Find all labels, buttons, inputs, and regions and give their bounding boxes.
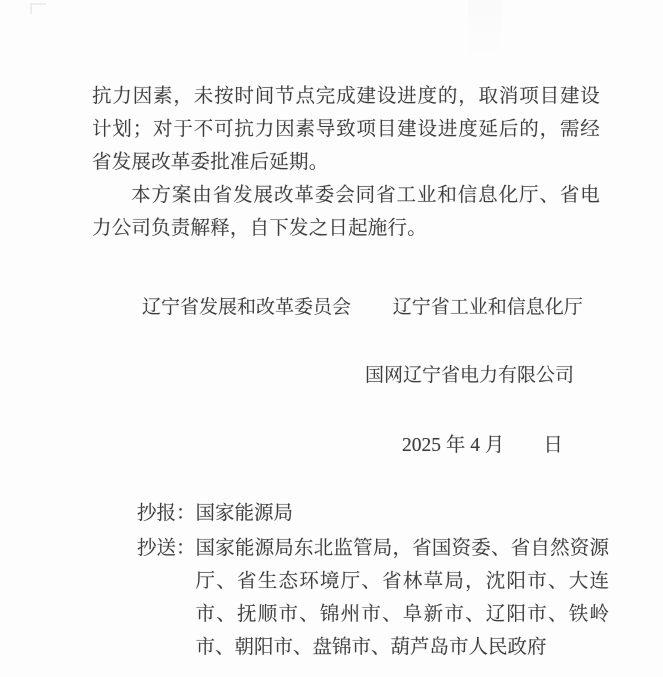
date-line: 2025 年 4 月 日 bbox=[402, 435, 563, 456]
scan-corner-artifact bbox=[30, 3, 46, 14]
copy-send-content: 国家能源局东北监管局，省国资委、省自然资源厅、省生态环境厅、省林草局，沈阳市、大连市、抚顺市、锦州市、阜新市、辽阳市、铁岭市、朝阳市、盘锦市、葫芦岛市人民政府 bbox=[195, 538, 609, 658]
copy-report-line bbox=[137, 497, 293, 530]
scan-smudge-artifact bbox=[468, 0, 502, 60]
signing-org-development-reform-commission: 辽宁省发展和改革委员会 bbox=[142, 297, 352, 318]
document-body bbox=[92, 80, 600, 245]
signing-org-industry-information-dept: 辽宁省工业和信息化厅 bbox=[392, 297, 583, 318]
copy-send-block bbox=[137, 532, 609, 664]
signature-row bbox=[142, 295, 583, 321]
paragraph-continuation: 抗力因素，未按时间节点完成建设进度的，取消项目建设计划；对于不可抗力因素导致项目建设进度延后的，需经省发展改革委批准后延期。 bbox=[92, 86, 600, 173]
copy-send-label: 抄送： bbox=[137, 538, 196, 559]
signing-org-state-grid-company: 国网辽宁省电力有限公司 bbox=[365, 365, 575, 386]
copy-report-content: 国家能源局 bbox=[195, 503, 294, 524]
paragraph-implementation: 本方案由省发展改革委会同省工业和信息化厅、省电力公司负责解释，自下发之日起施行。 bbox=[92, 185, 600, 239]
copy-report-label: 抄报： bbox=[137, 503, 196, 524]
